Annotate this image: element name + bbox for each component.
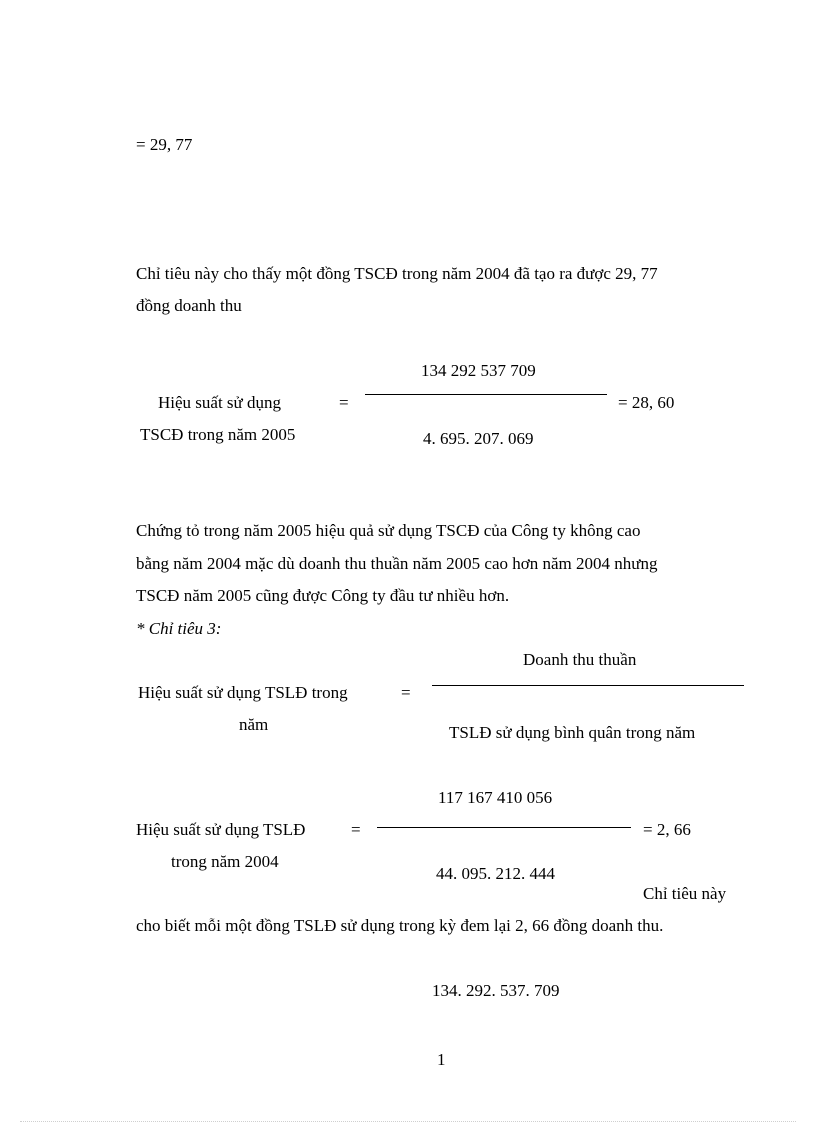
para2-line1: Chứng tỏ trong năm 2005 hiệu quả sử dụng TSCĐ của Công ty không cao: [136, 521, 641, 540]
para3-line1: Chỉ tiêu này: [643, 884, 727, 903]
page-number: 1: [437, 1050, 446, 1069]
trailing-number: 134. 292. 537. 709: [432, 981, 560, 1000]
formula-def-label-line2: năm: [239, 715, 269, 734]
formula-2005-label-line2: TSCĐ trong năm 2005: [140, 425, 296, 444]
para2-line2: bằng năm 2004 mặc dù doanh thu thuần năm 2005 cao hơn năm 2004 nhưng: [136, 554, 658, 573]
formula-2005-numerator: 134 292 537 709: [421, 361, 536, 380]
formula-def-label-line1: Hiệu suất sử dụng TSLĐ trong: [138, 683, 348, 702]
formula-2005-equals: =: [339, 393, 349, 412]
page-bottom-border: [20, 1121, 796, 1122]
formula-2004-denominator: 44. 095. 212. 444: [436, 864, 555, 883]
para3-line2: cho biết mỗi một đồng TSLĐ sử dụng trong kỳ đem lại 2, 66 đồng doanh thu.: [136, 916, 664, 935]
formula-2004-result: = 2, 66: [643, 820, 691, 839]
formula-2005-fraction-bar: [365, 394, 607, 395]
formula-2004-numerator: 117 167 410 056: [438, 788, 553, 807]
formula-def-fraction-bar: [432, 685, 744, 686]
formula-2004-label-line2: trong năm 2004: [171, 852, 279, 871]
para1-line2: đồng doanh thu: [136, 296, 242, 315]
para1-line1: Chỉ tiêu này cho thấy một đồng TSCĐ trong năm 2004 đã tạo ra được 29, 77: [136, 264, 658, 283]
formula-2005-label-line1: Hiệu suất sử dụng: [158, 393, 282, 412]
formula-2005-result: = 28, 60: [618, 393, 675, 412]
heading-chitieu-3: * Chỉ tiêu 3:: [136, 619, 222, 638]
formula-2004-fraction-bar: [377, 827, 631, 828]
result-29-77: = 29, 77: [136, 135, 193, 154]
formula-2004-equals: =: [351, 820, 361, 839]
formula-2005-denominator: 4. 695. 207. 069: [423, 429, 534, 448]
formula-def-denominator: TSLĐ sử dụng bình quân trong năm: [449, 723, 696, 742]
para2-line3: TSCĐ năm 2005 cũng được Công ty đầu tư nhiều hơn.: [136, 586, 510, 605]
formula-def-numerator: Doanh thu thuần: [523, 650, 637, 669]
formula-def-equals: =: [401, 683, 411, 702]
formula-2004-label-line1: Hiệu suất sử dụng TSLĐ: [136, 820, 306, 839]
